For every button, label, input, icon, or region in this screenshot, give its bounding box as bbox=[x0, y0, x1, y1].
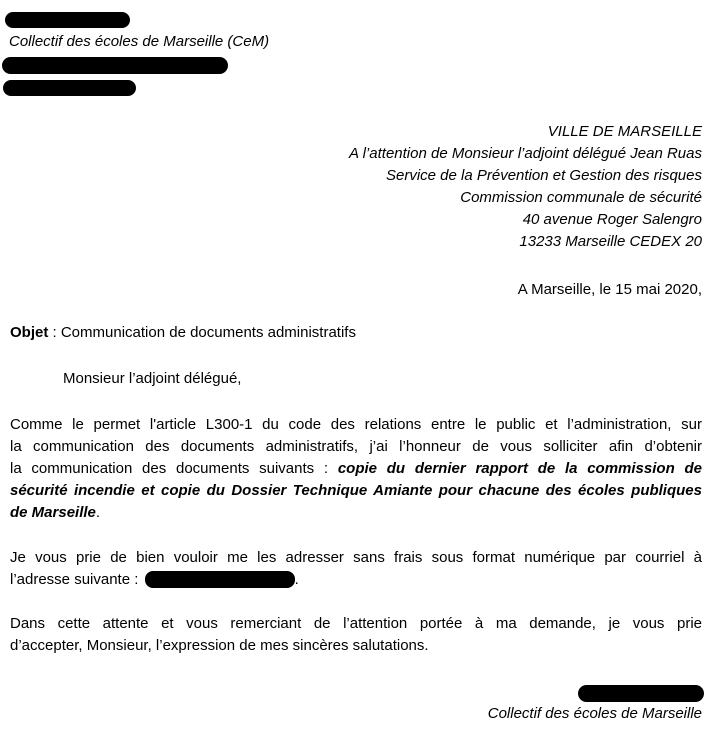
paragraph-text: . bbox=[95, 504, 101, 521]
paragraph-line bbox=[10, 502, 702, 524]
paragraph-line bbox=[10, 569, 702, 591]
redaction-bar bbox=[3, 80, 136, 96]
redaction-bar bbox=[578, 685, 704, 702]
redacted-email bbox=[145, 571, 295, 588]
recipient-line: 40 avenue Roger Salengro bbox=[522, 211, 702, 228]
object-line bbox=[10, 322, 356, 344]
date-line: A Marseille, le 15 mai 2020, bbox=[517, 281, 702, 298]
paragraph-text: l’adresse suivante : bbox=[10, 571, 143, 588]
object-text: : Communication de documents administratifs bbox=[48, 324, 356, 341]
paragraph-line bbox=[10, 458, 702, 480]
requested-documents: sécurité incendie et copie du Dossier Technique Amiante pour chacune des écoles publiques bbox=[10, 482, 702, 499]
paragraph-line bbox=[10, 480, 702, 502]
redaction-bar bbox=[5, 12, 130, 28]
paragraph-line: Comme le permet l'article L300-1 du code des relations entre le public et l’administration, sur bbox=[10, 416, 702, 433]
recipient-line: 13233 Marseille CEDEX 20 bbox=[519, 233, 702, 250]
paragraph-line: d’accepter, Monsieur, l’expression de mes sincères salutations. bbox=[10, 637, 429, 654]
body-paragraph bbox=[10, 547, 702, 591]
paragraph-line: la communication des documents administratifs, j’ai l’honneur de vous solliciter afin d’obtenir bbox=[10, 438, 702, 455]
object-label: Objet bbox=[10, 324, 49, 341]
recipient-line: VILLE DE MARSEILLE bbox=[547, 123, 702, 140]
paragraph-text: la communication des documents suivants : bbox=[10, 460, 338, 477]
paragraph-line: Dans cette attente et vous remerciant de l’attention portée à ma demande, je vous prie bbox=[10, 615, 702, 632]
paragraph-text: . bbox=[294, 571, 299, 588]
paragraph-line: Je vous prie de bien vouloir me les adresser sans frais sous format numérique par courriel à bbox=[10, 549, 702, 566]
recipient-line: Service de la Prévention et Gestion des risques bbox=[385, 167, 702, 184]
recipient-line: A l’attention de Monsieur l’adjoint délégué Jean Ruas bbox=[348, 145, 702, 162]
requested-documents: copie du dernier rapport de la commission de bbox=[337, 460, 702, 477]
body-paragraph bbox=[10, 414, 702, 524]
recipient-address bbox=[349, 121, 702, 253]
redaction-bar bbox=[2, 57, 228, 74]
salutation: Monsieur l’adjoint délégué, bbox=[63, 370, 242, 387]
body-paragraph bbox=[10, 613, 702, 657]
requested-documents: de Marseille bbox=[10, 504, 96, 521]
sender-organization: Collectif des écoles de Marseille (CeM) bbox=[9, 33, 270, 50]
signature: Collectif des écoles de Marseille bbox=[487, 705, 702, 722]
recipient-line: Commission communale de sécurité bbox=[460, 189, 702, 206]
